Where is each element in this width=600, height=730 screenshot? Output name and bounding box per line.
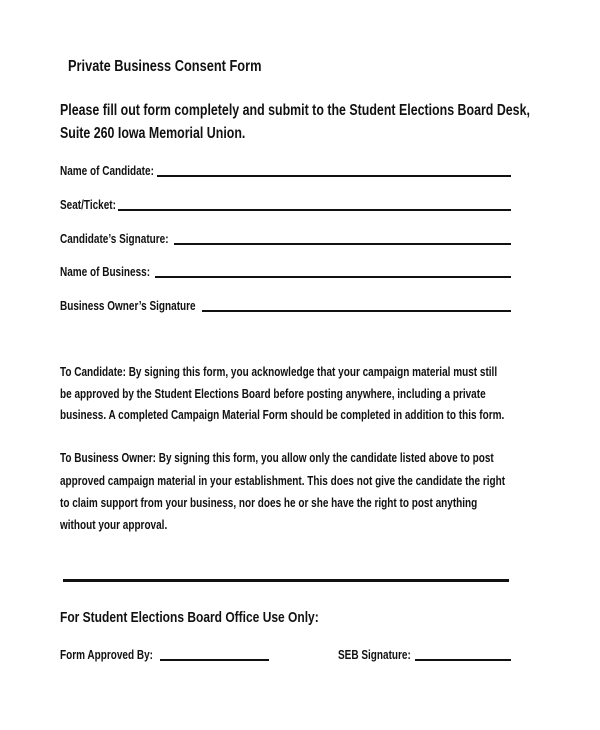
candidate-paragraph-line: To Candidate: By signing this form, you acknowledge that your campaign material must still (60, 365, 498, 379)
business-owner-signature-input[interactable] (202, 310, 512, 312)
business-name-input[interactable] (155, 276, 511, 278)
candidate-name-field[interactable] (60, 162, 511, 178)
seat-ticket-field[interactable] (60, 196, 511, 212)
owner-paragraph-line: approved campaign material in your establishment. This does not give the candidate the right (60, 474, 506, 488)
field-label: Candidate’s Signature: (60, 232, 169, 246)
business-owner-signature-field[interactable] (60, 297, 511, 313)
instructions-line: Suite 260 Iowa Memorial Union. (60, 125, 246, 142)
seb-signature-field[interactable] (338, 646, 511, 662)
candidate-paragraph-line: be approved by the Student Elections Board before posting anywhere, including a private (60, 387, 486, 401)
candidate-signature-input[interactable] (174, 243, 511, 245)
field-label: Seat/Ticket: (60, 198, 116, 212)
seat-ticket-input[interactable] (118, 209, 511, 211)
owner-paragraph-line: without your approval. (60, 518, 168, 532)
form-title: Private Business Consent Form (68, 58, 262, 75)
field-label: Form Approved By: (60, 648, 153, 662)
field-label: SEB Signature: (338, 648, 411, 662)
field-label: Business Owner’s Signature (60, 299, 196, 313)
business-name-field[interactable] (60, 263, 511, 279)
field-label: Name of Candidate: (60, 164, 154, 178)
owner-paragraph-line: to claim support from your business, nor does he or she have the right to post anything (60, 496, 478, 510)
section-divider (63, 579, 509, 582)
instructions-line: Please fill out form completely and submit to the Student Elections Board Desk, (60, 102, 530, 119)
candidate-name-input[interactable] (157, 175, 511, 177)
owner-paragraph-line: To Business Owner: By signing this form, you allow only the candidate listed above to post (60, 451, 494, 465)
approved-by-field[interactable] (60, 646, 269, 662)
candidate-signature-field[interactable] (60, 230, 511, 246)
candidate-paragraph-line: business. A completed Campaign Material Form should be completed in addition to this form. (60, 408, 505, 422)
office-use-heading: For Student Elections Board Office Use Only: (60, 609, 319, 626)
seb-signature-input[interactable] (415, 659, 511, 661)
field-label: Name of Business: (60, 265, 151, 279)
approved-by-input[interactable] (160, 659, 269, 661)
